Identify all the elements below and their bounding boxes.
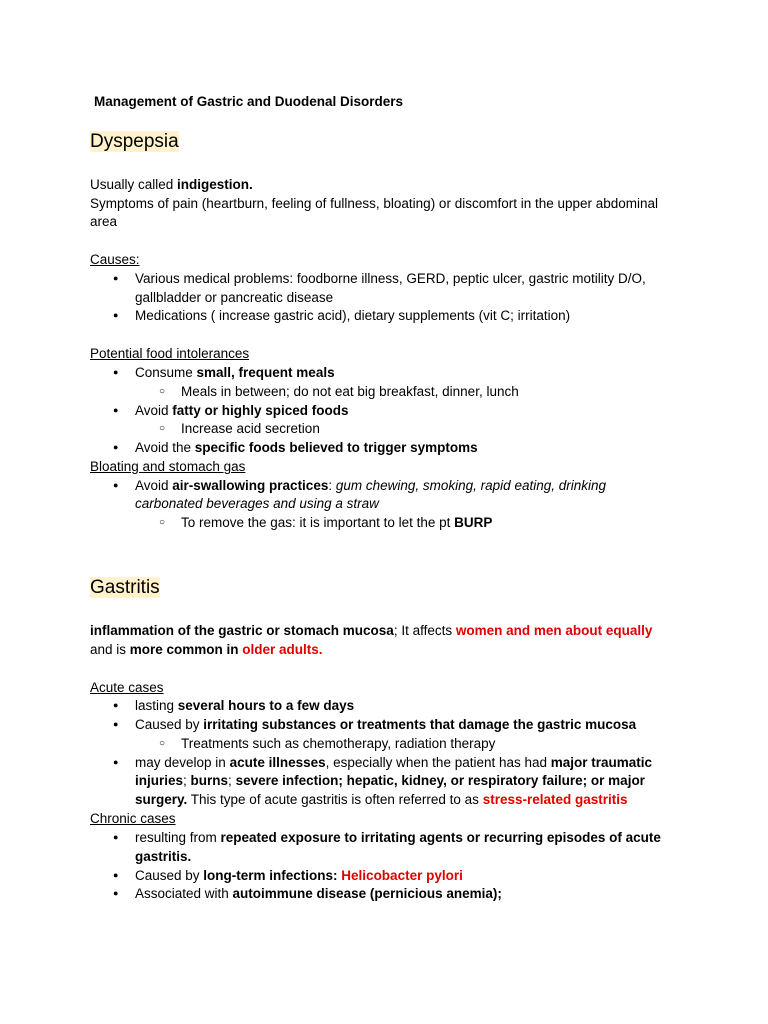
acute-subitem-2: ○ Treatments such as chemotherapy, radiation therapy <box>181 734 495 753</box>
cause-item-1: ● Various medical problems: foodborne illness, GERD, peptic ulcer, gastric motility D/O, <box>135 269 646 288</box>
bloating-item-1-cont: carbonated beverages and using a straw <box>135 496 379 511</box>
acute-cases-label: Acute cases <box>90 680 164 695</box>
food-intolerances-label: Potential food intolerances <box>90 346 250 361</box>
bloating-item-1: ● Avoid air-swallowing practices: gum chewing, smoking, rapid eating, drinking <box>135 476 606 495</box>
cause-item-2: ● Medications ( increase gastric acid), dietary supplements (vit C; irritation) <box>135 306 570 325</box>
chronic-item-2: ● Caused by long-term infections: Helicobacter pylori <box>135 866 463 885</box>
gastritis-definition-cont: and is more common in older adults. <box>90 642 323 657</box>
dyspepsia-symptoms-cont: area <box>90 214 118 229</box>
acute-item-1: ● lasting several hours to a few days <box>135 696 354 715</box>
acute-item-3: ● may develop in acute illnesses, especially when the patient has had major traumatic <box>135 753 652 772</box>
food-subitem-1: ○ Meals in between; do not eat big breakfast, dinner, lunch <box>181 382 519 401</box>
acute-item-2: ● Caused by irritating substances or treatments that damage the gastric mucosa <box>135 715 636 734</box>
acute-item-3-cont-2: surgery. This type of acute gastritis is often referred to as stress-related gastritis <box>135 792 628 807</box>
food-item-1: ● Consume small, frequent meals <box>135 363 335 382</box>
acute-item-3-cont: injuries; burns; severe infection; hepatic, kidney, or respiratory failure; or major <box>135 773 645 788</box>
bloating-label: Bloating and stomach gas <box>90 459 246 474</box>
gastritis-definition: inflammation of the gastric or stomach mucosa; It affects women and men about equally <box>90 623 653 638</box>
bloating-subitem-1: ○ To remove the gas: it is important to let the pt BURP <box>181 513 492 532</box>
dyspepsia-intro: Usually called indigestion. <box>90 177 253 192</box>
document-title: Management of Gastric and Duodenal Disorders <box>94 94 404 109</box>
dyspepsia-symptoms: Symptoms of pain (heartburn, feeling of fullness, bloating) or discomfort in the upper abdominal <box>90 196 659 211</box>
chronic-item-3: ● Associated with autoimmune disease (pernicious anemia); <box>135 884 502 903</box>
food-subitem-2: ○ Increase acid secretion <box>181 419 320 438</box>
chronic-item-1-cont: gastritis. <box>135 849 192 864</box>
dyspepsia-heading <box>90 130 179 154</box>
cause-item-1-cont: gallbladder or pancreatic disease <box>135 290 334 305</box>
chronic-cases-label: Chronic cases <box>90 811 176 826</box>
dyspepsia-heading-text: Dyspepsia <box>90 131 179 152</box>
food-item-3: ● Avoid the specific foods believed to trigger symptoms <box>135 438 478 457</box>
food-item-2: ● Avoid fatty or highly spiced foods <box>135 401 349 420</box>
chronic-item-1: ● resulting from repeated exposure to irritating agents or recurring episodes of acute <box>135 828 661 847</box>
gastritis-heading <box>90 576 160 600</box>
causes-label: Causes: <box>90 252 140 267</box>
gastritis-heading-text: Gastritis <box>90 577 160 598</box>
